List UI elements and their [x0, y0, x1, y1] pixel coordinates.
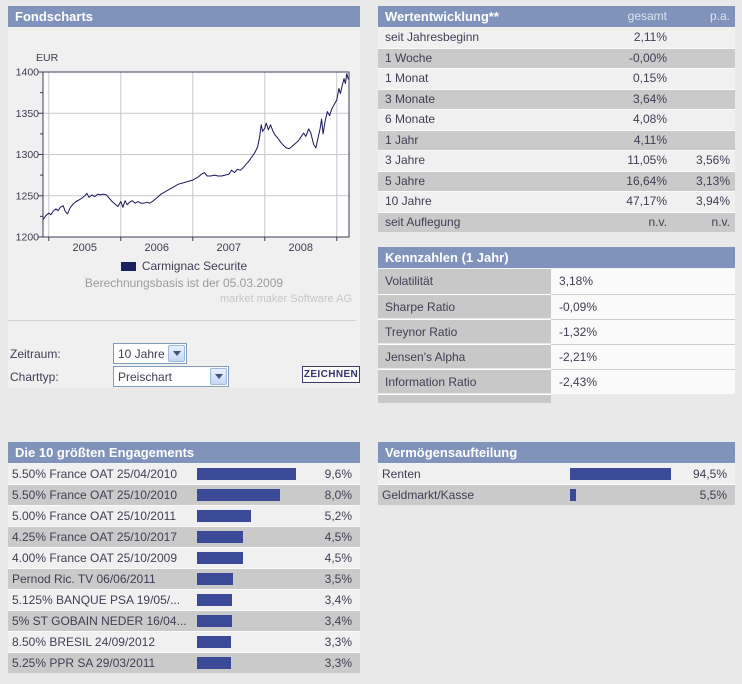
- value-bar: [197, 531, 243, 543]
- value-bar: [197, 552, 243, 564]
- pa-value: [667, 131, 735, 151]
- zeitraum-label: Zeitraum:: [10, 347, 61, 361]
- column-header-pa: p.a.: [709, 9, 730, 23]
- pa-value: [667, 110, 735, 130]
- holding-label: 4.00% France OAT 25/10/2009: [12, 551, 177, 565]
- engagements-panel: [8, 442, 360, 673]
- bar-track: [197, 594, 300, 606]
- table-row: [378, 28, 735, 48]
- ratio-label: Information Ratio: [378, 369, 551, 393]
- fund-line-chart: [8, 48, 360, 260]
- holding-label: 5.00% France OAT 25/10/2011: [12, 509, 177, 523]
- y-tick-label: 1250: [15, 190, 39, 203]
- percentage-value: 9,6%: [324, 467, 352, 481]
- table-row: [378, 89, 735, 110]
- kennzahlen-footer-strip: [378, 394, 551, 403]
- bar-list-item: [8, 610, 360, 631]
- wertentwicklung-panel: [378, 6, 735, 232]
- bar-track: [197, 573, 300, 585]
- ratio-value: -0,09%: [551, 294, 735, 319]
- bar-track: [197, 468, 300, 480]
- panel-header-kennzahlen: [378, 247, 735, 269]
- period-label: seit Jahresbeginn: [385, 30, 480, 44]
- gesamt-value: 4,08%: [632, 112, 667, 126]
- holding-label: 5.125% BANQUE PSA 19/05/...: [12, 593, 181, 607]
- x-tick-label: 2006: [144, 242, 170, 254]
- bar-list-item: [8, 589, 360, 610]
- panel-header-wertentwicklung: [378, 6, 735, 28]
- charttyp-select[interactable]: [113, 366, 229, 387]
- bar-track: [570, 468, 675, 480]
- gesamt-value: 4,11%: [633, 132, 667, 147]
- y-tick-label: 1300: [15, 149, 39, 161]
- kennzahlen-panel: [378, 247, 735, 403]
- gesamt-value: 47,17%: [626, 194, 667, 208]
- table-row: [378, 294, 735, 319]
- pa-value: [667, 49, 735, 69]
- panel-header-fondscharts: [8, 6, 360, 28]
- y-axis-unit-label: EUR: [36, 52, 59, 64]
- zeichnen-button[interactable]: ZEICHNEN: [302, 366, 360, 383]
- pa-value: 3,13%: [695, 173, 730, 188]
- vendor-watermark: market maker Software AG: [219, 293, 352, 305]
- gesamt-value: 16,64%: [626, 173, 667, 188]
- x-tick-label: 2007: [216, 242, 242, 254]
- chevron-down-icon[interactable]: [168, 345, 185, 362]
- ratio-label: Volatilität: [378, 269, 551, 294]
- percentage-value: 8,0%: [324, 488, 352, 502]
- value-bar: [197, 636, 231, 648]
- table-row: [378, 269, 735, 294]
- gesamt-value: n.v.: [648, 214, 667, 229]
- pa-value: [667, 90, 735, 110]
- bar-list-item: [8, 526, 360, 547]
- zeitraum-select[interactable]: [113, 343, 187, 364]
- chart-legend: [8, 259, 360, 273]
- value-bar: [570, 468, 671, 480]
- chevron-down-icon: [215, 374, 223, 379]
- legend-label: Carmignac Securite: [141, 259, 248, 273]
- percentage-value: 3,3%: [324, 656, 352, 670]
- period-label: 3 Jahre: [385, 153, 426, 167]
- divider: [8, 320, 356, 321]
- value-bar: [197, 468, 296, 480]
- period-label: 6 Monate: [385, 112, 436, 126]
- gesamt-value: 2,11%: [633, 30, 667, 44]
- gesamt-value: 3,64%: [632, 91, 667, 106]
- bar-track: [197, 510, 300, 522]
- vermoegensaufteilung-panel: [378, 442, 735, 505]
- y-tick-label: 1400: [15, 66, 39, 79]
- x-tick-label: 2005: [72, 242, 98, 254]
- table-row: [378, 369, 735, 394]
- holding-label: 5% ST GOBAIN NEDER 16/04...: [12, 614, 187, 628]
- percentage-value: 5,2%: [324, 509, 352, 523]
- ratio-value: 3,18%: [551, 269, 735, 294]
- wertentwicklung-rows: [378, 28, 735, 232]
- percentage-value: 3,5%: [324, 572, 352, 586]
- vermoegensaufteilung-rows: [378, 464, 735, 505]
- table-row: [378, 212, 735, 233]
- bar-track: [197, 615, 300, 627]
- gesamt-value: 11,05%: [627, 153, 667, 167]
- period-label: 3 Monate: [385, 91, 436, 106]
- bar-track: [197, 489, 300, 501]
- ratio-value: -1,32%: [551, 319, 735, 344]
- pa-value: n.v.: [711, 214, 730, 229]
- value-bar: [197, 573, 233, 585]
- panel-title-kennzahlen: Kennzahlen (1 Jahr): [385, 250, 509, 265]
- bar-track: [197, 636, 300, 648]
- y-tick-label: 1200: [15, 231, 39, 244]
- panel-title-engagements: Die 10 größten Engagements: [15, 445, 195, 460]
- table-row: [378, 191, 735, 212]
- bar-list-item: [8, 464, 360, 484]
- bar-list-item: [8, 631, 360, 652]
- bar-list-item: [8, 547, 360, 568]
- value-bar: [197, 615, 232, 627]
- legend-swatch: [121, 262, 136, 271]
- ratio-label: Jensen's Alpha: [378, 344, 551, 368]
- column-header-gesamt: gesamt: [627, 9, 667, 23]
- table-row: [378, 130, 735, 151]
- holding-label: 5.50% France OAT 25/04/2010: [12, 467, 177, 481]
- period-label: 1 Woche: [385, 50, 433, 65]
- holding-label: Geldmarkt/Kasse: [382, 488, 475, 502]
- pa-value: [667, 28, 735, 48]
- panel-title-vermoegensaufteilung: Vermögensaufteilung: [385, 445, 518, 460]
- charttyp-label: Charttyp:: [10, 370, 59, 384]
- gesamt-value: -0,00%: [628, 50, 667, 65]
- percentage-value: 94,5%: [692, 467, 727, 481]
- bar-list-item: [8, 652, 360, 673]
- table-row: [378, 150, 735, 171]
- table-row: [378, 48, 735, 69]
- percentage-value: 5,5%: [699, 488, 727, 502]
- bar-list-item: [8, 484, 360, 505]
- bar-list-item: [8, 568, 360, 589]
- pa-value: 3,56%: [695, 153, 730, 167]
- period-label: 1 Monat: [385, 71, 429, 85]
- panel-header-engagements: [8, 442, 360, 464]
- value-bar: [197, 657, 231, 669]
- ratio-value: -2,43%: [551, 369, 735, 394]
- panel-title-fondscharts: Fondscharts: [15, 9, 94, 24]
- percentage-value: 4,5%: [324, 551, 352, 565]
- table-row: [378, 68, 735, 89]
- fondscharts-panel: [8, 6, 360, 388]
- ratio-label: Treynor Ratio: [378, 319, 551, 343]
- bar-track: [197, 657, 300, 669]
- chevron-down-icon: [173, 351, 181, 356]
- value-bar: [197, 489, 280, 501]
- holding-label: 5.25% PPR SA 29/03/2011: [12, 656, 156, 670]
- bar-track: [197, 552, 300, 564]
- holding-label: Pernod Ric. TV 06/06/2011: [12, 572, 156, 586]
- pa-value: [667, 69, 735, 89]
- engagements-rows: [8, 464, 360, 673]
- holding-label: 4.25% France OAT 25/10/2017: [12, 530, 177, 544]
- table-row: [378, 171, 735, 192]
- percentage-value: 4,5%: [324, 530, 352, 544]
- ratio-value: -2,21%: [551, 344, 735, 369]
- bar-list-item: [378, 484, 735, 505]
- period-label: 5 Jahre: [385, 173, 426, 188]
- table-row: [378, 344, 735, 369]
- charttyp-select-value: Preischart: [118, 369, 173, 384]
- zeitraum-select-value: 10 Jahre: [118, 346, 165, 361]
- bar-list-item: [8, 505, 360, 526]
- y-tick-label: 1350: [15, 107, 39, 120]
- holding-label: 5.50% France OAT 25/10/2010: [12, 488, 177, 502]
- percentage-value: 3,3%: [324, 635, 352, 649]
- holding-label: Renten: [382, 467, 421, 481]
- period-label: seit Auflegung: [385, 214, 461, 229]
- gesamt-value: 0,15%: [632, 71, 667, 85]
- x-tick-label: 2008: [288, 242, 314, 254]
- chart-caption: Berechnungsbasis ist der 05.03.2009: [84, 276, 284, 290]
- kennzahlen-rows: [378, 269, 735, 394]
- panel-header-vermoegensaufteilung: [378, 442, 735, 464]
- bar-track: [197, 531, 300, 543]
- period-label: 1 Jahr: [385, 132, 419, 147]
- bar-list-item: [378, 464, 735, 484]
- value-bar: [197, 594, 232, 606]
- value-bar: [197, 510, 251, 522]
- table-row: [378, 109, 735, 130]
- bar-track: [570, 489, 675, 501]
- percentage-value: 3,4%: [324, 614, 352, 628]
- chevron-down-icon[interactable]: [210, 368, 227, 385]
- panel-title-wertentwicklung: Wertentwicklung**: [385, 9, 499, 24]
- value-bar: [570, 489, 576, 501]
- ratio-label: Sharpe Ratio: [378, 294, 551, 318]
- pa-value: 3,94%: [695, 194, 730, 208]
- line-chart-svg: [8, 48, 360, 260]
- holding-label: 8.50% BRESIL 24/09/2012: [12, 635, 155, 649]
- period-label: 10 Jahre: [385, 194, 432, 208]
- percentage-value: 3,4%: [324, 593, 352, 607]
- table-row: [378, 319, 735, 344]
